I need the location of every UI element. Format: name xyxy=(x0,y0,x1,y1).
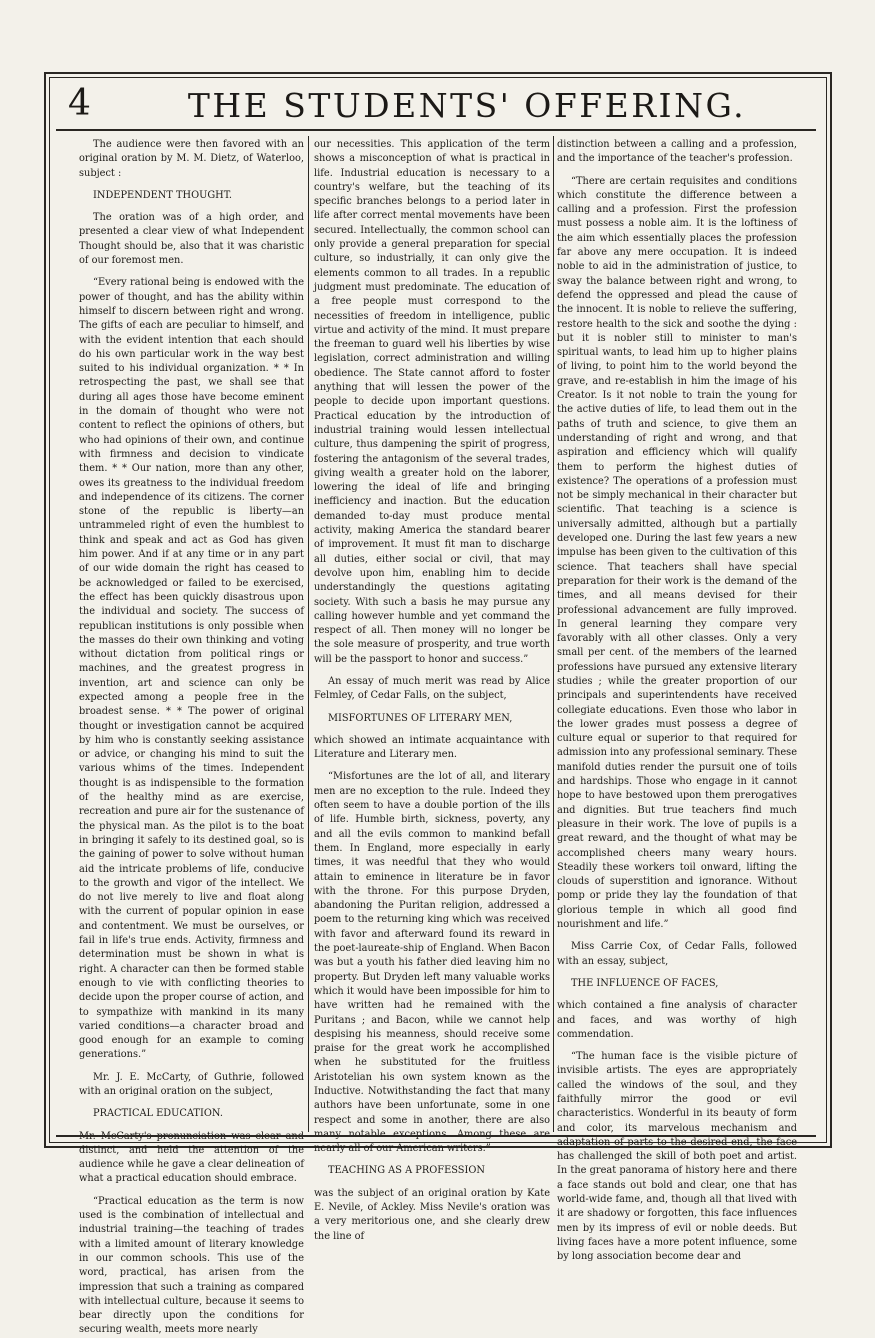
article-subhead: TEACHING AS A PROFESSION xyxy=(328,1165,485,1177)
page-number: 4 xyxy=(68,83,91,124)
article-paragraph: distinction between a calling and a profession, and the importance of the teacher's profession. xyxy=(557,139,797,165)
article-paragraph: An essay of much merit was read by Alice Felmley, of Cedar Falls, on the subject, xyxy=(314,675,550,702)
article-subhead: PRACTICAL EDUCATION. xyxy=(93,1108,223,1120)
article-paragraph: “The human face is the visible picture of invisible artists. The eyes are appropriately called the windows of the soul, and they faithfully mirror the good or evil characteristics. Wonderful in its beauty of form and color, its marvelous mechanism and adaptation of parts to the desired end, the face has challenged the skill of both poet and artist. In the great panorama of history here and there a face stands out bold and clear, one that has world-wide fame, and, though all that lived with it are shadowy or forgotten, this face influences men by its impress of evil or noble deeds. But living faces have a more potent influence, some by long association become dear and xyxy=(557,1051,797,1263)
article-paragraph: which showed an intimate acquaintance with Literature and Literary men. xyxy=(314,734,550,761)
article-paragraph: The oration was of a high order, and presented a clear view of what Independent Thought should be, also that it was charistic of our foremost men. xyxy=(79,212,304,267)
column-divider xyxy=(308,136,309,1132)
column-divider xyxy=(553,136,554,1132)
article-paragraph: which contained a fine analysis of character and faces, and was worthy of high commendation. xyxy=(557,1000,797,1040)
page-header xyxy=(64,82,810,126)
article-subhead: INDEPENDENT THOUGHT. xyxy=(93,189,232,201)
article-paragraph: was the subject of an original oration by Kate E. Nevile, of Ackley. Miss Nevile's oration was a very meritorious one, and she clearly drew the line of xyxy=(314,1187,550,1242)
masthead-title: THE STUDENTS' OFFERING. xyxy=(187,86,747,125)
article-subhead: THE INFLUENCE OF FACES, xyxy=(571,977,719,989)
article-paragraph: Mr. McCarty's pronunciation was clear and distinct, and held the attention of the audience while he gave a clear delineation of what a practical education should embrace. xyxy=(79,1130,304,1185)
article-subhead: MISFORTUNES OF LITERARY MEN, xyxy=(328,712,513,724)
column-1 xyxy=(79,138,304,1336)
article-paragraph: our necessities. This application of the term shows a misconception of what is practical in life. Industrial education is necessary to a country's welfare, but the teaching of its specific branches belongs to a period later in life after correct mental movements have been secured. Intellectually, the common school can only provide a general preparation for special culture, so industrially, it can only give the elements common to all trades. In a republic judgment must predominate. The education of a free people must correspond to the necessities of freedom in intelligence, public virtue and activity of the mind. It must prepare the freeman to guard well his liberties by wise legislation, correct administration and willing obedience. The State cannot afford to foster anything that will lessen the power of the people to decide upon important questions. Practical education by the introduction of industrial training would lessen intellectual culture, thus dampening the spirit of progress, fostering the antagonism of the several trades, giving wealth a greater hold on the laborer, lowering the ideal of life and bringing inefficiency and inaction. But the education demanded to-day must produce mental activity, making America the standard bearer of improvement. It must fit man to discharge all duties, either social or civil, that may devolve upon him, enabling him to decide understandingly the questions agitating society. With such a basis he may pursue any calling however humble and yet command the respect of all. Then money will no longer be the sole measure of prosperity, and true worth will be the passport to honor and success.” xyxy=(314,139,550,665)
article-paragraph: Mr. J. E. McCarty, of Guthrie, followed with an original oration on the subject, xyxy=(79,1071,304,1097)
header-rule xyxy=(56,129,816,131)
article-paragraph: “Every rational being is endowed with the power of thought, and has the ability within himself to discern between right and wrong. The gifts of each are peculiar to himself, and with the evident intention that each should do his own particular work in the way best suited to his individual organization. * * In retrospecting the past, we shall see that during all ages those have become eminent in the domain of thought who were not content to reflect the opinions of others, but who had opinions of their own, and continue with firmness and decision to vindicate them. * * Our nation, more than any other, owes its greatness to the individual freedom and independence of its citizens. The corner stone of the republic is liberty—an untrammeled right of even the humblest to think and speak and act as God has given him power. And if at any time or in any part of our wide domain the right has ceased to be acknowledged or failed to be exercised, the effect has been quickly disastrous upon the individual and society. The success of republican institutions is only possible when the masses do their own thinking and voting without dictation from political rings or machines, and the greatest progress in invention, art and science can only be expected among a people free in the broadest sense. * * The power of original thought or investigation cannot be acquired by him who is constantly seeking assistance or advice, or changing his mind to suit the various whims of the times. Independent thought is as indispensible to the formation of the healthy mind as are exercise, recreation and pure air for the sustenance of the physical man. As the pilot is to the boat in bringing it safely to its destined goal, so is the gaining of power to solve without human aid the intricate problems of life, conducive to the growth and vigor of the intellect. We do not live merely to live and float along with the current of popular opinion in ease and contentment. We must be ourselves, or fail in life's true ends. Activity, firmness and determination must be shown in what is right. A character can then be formed stable enough to vie with conflicting theories to decide upon the proper course of action, and to sympathize with mankind in its many varied conditions—a character broad and good enough for an example to coming generations.” xyxy=(79,277,304,1061)
article-paragraph: “Practical education as the term is now used is the combination of intellectual and industrial training—the teaching of trades with a limited amount of literary knowledge in our common schools. This use of the word, practical, has arisen from the impression that such a training as compared with intellectual culture, because it seems to bear directly upon the conditions for securing wealth, meets more nearly xyxy=(79,1195,304,1336)
article-paragraph: The audience were then favored with an original oration by M. M. Dietz, of Waterloo, subject : xyxy=(79,139,304,179)
column-2 xyxy=(314,138,550,1242)
article-paragraph: “There are certain requisites and conditions which constitute the difference between a calling and a profession. First the profession must possess a noble aim. It is the loftiness of the aim which essentially places the profession far above any mere occupation. It is indeed noble to aid in the administration of justice, to sway the balance between right and wrong, to defend the oppressed and plead the cause of the innocent. It is noble to relieve the suffering, restore health to the sick and soothe the dying : but it is nobler still to minister to man's spiritual wants, to lead him up to higher plains of living, to point him to the world beyond the grave, and re-establish in him the image of his Creator. Is it not noble to train the young for the active duties of life, to lead them out in the paths of truth and science, to give them an understanding of right and wrong, and that aspiration and efficiency which will qualify them to perform the highest duties of existence? The operations of a profession must not be simply mechanical in their character but scientific. That teaching is a science is universally admitted, although but a partially developed one. During the last few years a new impulse has been given to the cultivation of this science. That teachers shall have special preparation for their work is the demand of the times, and all means devised for their professional advancement are fully improved. In general learning they compare very favorably with all other classes. Only a very small per cent. of the members of the learned professions have pursued any extensive literary studies ; while the greater proportion of our principals and superintendents have received collegiate educations. Even those who labor in the lower grades must possess a degree of culture equal or superior to that required for admission into any professional seminary. These manifold duties render the pursuit one of toils and hardships. Those who engage in it cannot hope to have bestowed upon them prerogatives and dignities. But true teachers find much pleasure in their work. The love of pupils is a great reward, and the thought of what may be accomplished cheers many weary hours. Steadily these workers toil onward, lifting the clouds of superstition and ignorance. Without pomp or pride they lay the foundation of that glorious temple in which all good find nourishment and life.” xyxy=(557,175,798,931)
article-paragraph: Miss Carrie Cox, of Cedar Falls, followed with an essay, subject, xyxy=(557,941,797,967)
column-3 xyxy=(557,138,798,1263)
article-paragraph: “Misfortunes are the lot of all, and literary men are no exception to the rule. Indeed they often seem to have a double portion of the ills of life. Humble birth, sickness, poverty, any and all the evils common to mankind befall them. In England, more especially in early times, it was needful that they who would attain to eminence in literature be in favor with the throne. For this purpose Dryden, abandoning the Puritan religion, addressed a poem to the returning king which was received with favor and afterward found its reward in the poet-laureate-ship of England. When Bacon was but a youth his father died leaving him no property. But Dryden left many valuable works which it would have been impossible for him to have written had he remained with the Puritans ; and Bacon, while we cannot help despising his meanness, should receive some praise for the great work he accomplished when he substituted for the fruitless Aristotelian his own system known as the Inductive. Notwithstanding the fact that many authors have been unfortunate, some in one respect and some in another, there are also many notable exceptions. Among these are nearly all of our American writers.” xyxy=(314,771,550,1155)
footer-rule xyxy=(56,1135,816,1137)
